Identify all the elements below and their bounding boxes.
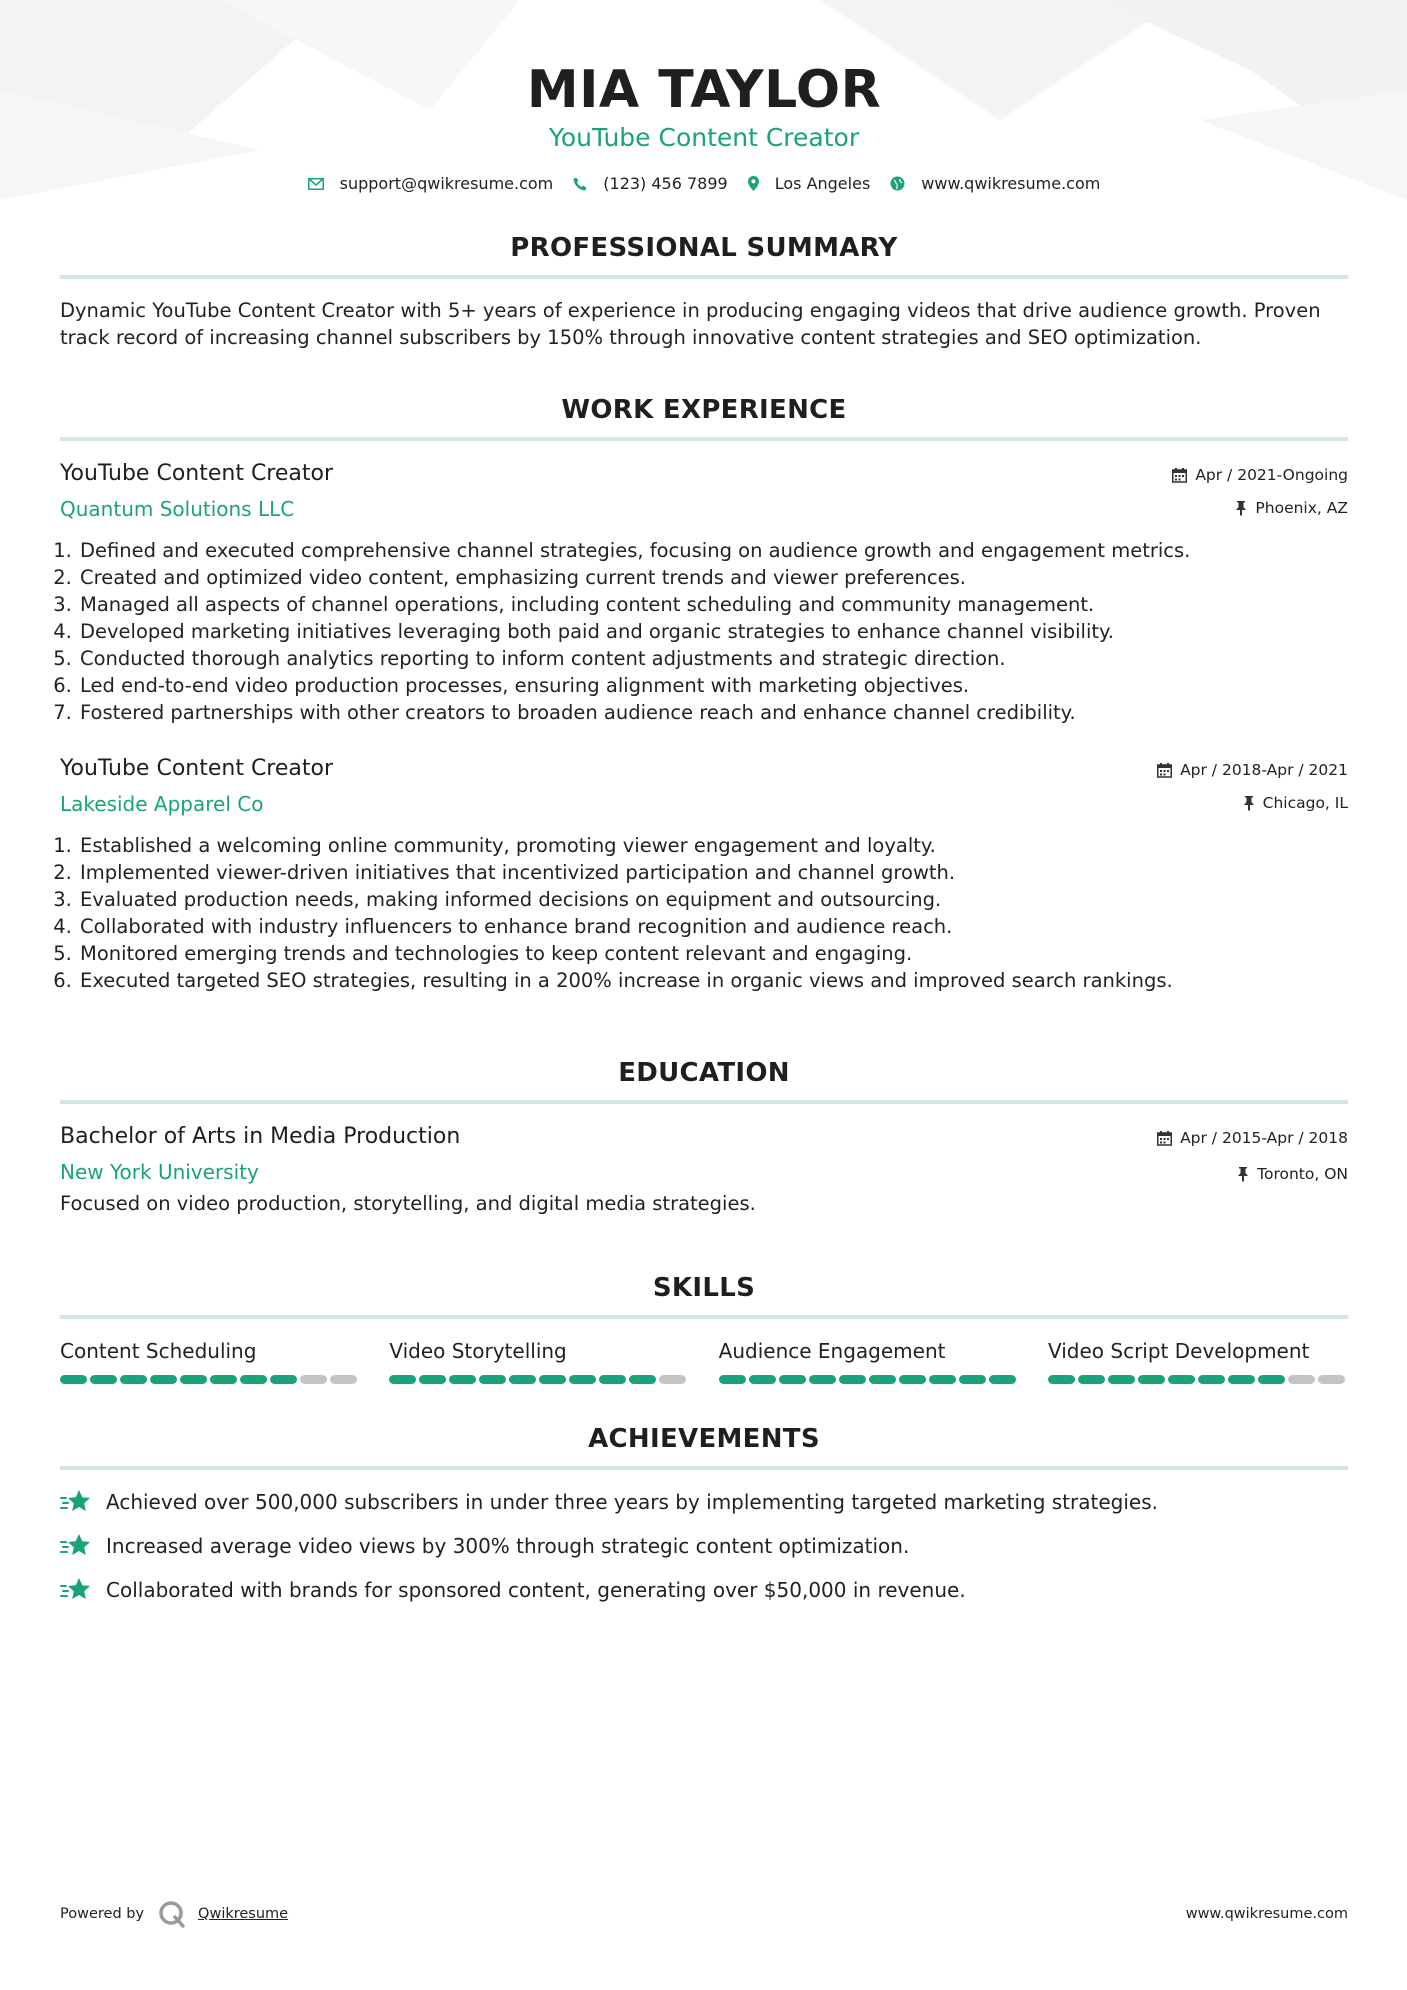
contact-bar [60,174,1348,193]
summary-section [60,233,1348,351]
skill-segment-filled [1078,1375,1105,1384]
list-item: 3. Managed all aspects of channel operations, including content scheduling and community management. [78,591,1348,618]
job-location: Phoenix, AZ [1255,499,1348,517]
skill-segment-filled [479,1375,506,1384]
job-company: Lakeside Apparel Co [60,792,264,816]
list-item: 2. Created and optimized video content, emphasizing current trends and viewer preferences. [78,564,1348,591]
powered-by-label: Powered by [60,1906,145,1922]
skill-item [389,1337,689,1384]
candidate-name: MIA TAYLOR [526,60,882,120]
skills-section [60,1273,1348,1384]
footer [60,1900,1348,1928]
job-location: Chicago, IL [1262,794,1348,812]
skill-segment-filled [1198,1375,1225,1384]
skill-segment-filled [419,1375,446,1384]
skill-level-bar [60,1375,360,1384]
degree: Bachelor of Arts in Media Production [60,1124,461,1149]
skill-segment-filled [569,1375,596,1384]
skill-segment-filled [240,1375,267,1384]
education-heading: EDUCATION [60,1058,1348,1104]
skill-segment-filled [389,1375,416,1384]
job-entry [60,459,1348,726]
job-entry [60,754,1348,994]
job-dates: Apr / 2018-Apr / 2021 [1180,761,1348,779]
skill-item [60,1337,360,1384]
achievement-text: Increased average video views by 300% through strategic content optimization. [106,1534,910,1558]
list-item: 4. Developed marketing initiatives leveraging both paid and organic strategies to enhance channel visibility. [78,618,1348,645]
qwikresume-logo-icon [158,1900,186,1928]
pushpin-icon [1243,796,1255,811]
contact-website[interactable] [890,174,1100,193]
contact-location [748,174,871,193]
pushpin-icon [1237,1167,1249,1182]
list-item: 1. Defined and executed comprehensive channel strategies, focusing on audience growth and engagement metrics. [78,537,1348,564]
candidate-title: YouTube Content Creator [548,123,860,152]
school: New York University [60,1160,259,1184]
achievement-item [60,1488,1348,1516]
list-item: 1. Established a welcoming online community, promoting viewer engagement and loyalty. [78,832,1348,859]
envelope-icon [308,178,324,190]
job-role: YouTube Content Creator [60,461,334,486]
skill-segment-filled [989,1375,1016,1384]
calendar-icon [1157,1131,1172,1146]
experience-section [60,395,1348,994]
skill-item [719,1337,1019,1384]
skill-segment-filled [509,1375,536,1384]
list-item: 5. Monitored emerging trends and technologies to keep content relevant and engaging. [78,940,1348,967]
skill-segment-empty [300,1375,327,1384]
skill-segment-filled [1258,1375,1285,1384]
skill-segment-filled [210,1375,237,1384]
skill-segment-filled [1108,1375,1135,1384]
skill-segment-filled [929,1375,956,1384]
contact-email[interactable] [308,174,554,193]
skill-item [1048,1337,1348,1384]
skill-segment-empty [1288,1375,1315,1384]
list-item: 2. Implemented viewer-driven initiatives that incentivized participation and channel growth. [78,859,1348,886]
skill-segment-empty [330,1375,357,1384]
skill-segment-filled [749,1375,776,1384]
achievements-section [60,1424,1348,1604]
summary-heading: PROFESSIONAL SUMMARY [60,233,1348,279]
skill-segment-filled [599,1375,626,1384]
achievement-item [60,1532,1348,1560]
skill-segment-filled [539,1375,566,1384]
list-item: 6. Led end-to-end video production processes, ensuring alignment with marketing objectives. [78,672,1348,699]
email-text: support@qwikresume.com [339,174,554,193]
skill-segment-empty [1318,1375,1345,1384]
skill-segment-filled [1228,1375,1255,1384]
skill-segment-filled [899,1375,926,1384]
star-icon [60,1577,92,1603]
skill-segment-filled [869,1375,896,1384]
skill-segment-filled [1048,1375,1075,1384]
education-location: Toronto, ON [1257,1165,1348,1183]
education-dates: Apr / 2015-Apr / 2018 [1180,1129,1348,1147]
education-section [60,1058,1348,1217]
skill-segment-filled [180,1375,207,1384]
skill-segment-filled [779,1375,806,1384]
skill-segment-filled [270,1375,297,1384]
skill-segment-filled [629,1375,656,1384]
skill-level-bar [389,1375,689,1384]
skill-segment-filled [60,1375,87,1384]
list-item: 7. Fostered partnerships with other creators to broaden audience reach and enhance channel credibility. [78,699,1348,726]
pushpin-icon [1235,501,1247,516]
job-bullets [60,537,1348,726]
location-text: Los Angeles [774,174,871,193]
list-item: 5. Conducted thorough analytics reporting to inform content adjustments and strategic direction. [78,645,1348,672]
list-item: 3. Evaluated production needs, making informed decisions on equipment and outsourcing. [78,886,1348,913]
skill-segment-filled [809,1375,836,1384]
skill-name: Video Storytelling [389,1339,567,1363]
skill-level-bar [719,1375,1019,1384]
skills-heading: SKILLS [60,1273,1348,1319]
skill-segment-filled [449,1375,476,1384]
summary-text: Dynamic YouTube Content Creator with 5+ years of experience in producing engaging videos that drive audience growth. Proven track record of increasing channel subscribers by 150% through innovative content strategies and SEO optimization. [60,299,1321,349]
skill-segment-filled [719,1375,746,1384]
skill-segment-filled [1168,1375,1195,1384]
calendar-icon [1157,763,1172,778]
map-pin-icon [748,176,759,191]
skill-segment-filled [1138,1375,1165,1384]
resume-page [60,0,1348,1620]
footer-website[interactable]: www.qwikresume.com [1185,1906,1348,1922]
job-company: Quantum Solutions LLC [60,497,295,521]
skill-segment-filled [120,1375,147,1384]
achievement-text: Achieved over 500,000 subscribers in under three years by implementing targeted marketing strategies. [106,1490,1158,1514]
contact-phone[interactable] [573,174,727,193]
skill-name: Content Scheduling [60,1339,257,1363]
job-bullets [60,832,1348,994]
star-icon [60,1533,92,1559]
skill-name: Video Script Development [1047,1339,1310,1363]
list-item: 6. Executed targeted SEO strategies, resulting in a 200% increase in organic views and improved search rankings. [78,967,1348,994]
phone-text: (123) 456 7899 [603,174,728,193]
job-role: YouTube Content Creator [60,756,334,781]
achievement-text: Collaborated with brands for sponsored content, generating over $50,000 in revenue. [106,1578,966,1602]
skill-level-bar [1048,1375,1348,1384]
achievement-item [60,1576,1348,1604]
job-dates: Apr / 2021-Ongoing [1195,466,1348,484]
skill-segment-filled [839,1375,866,1384]
experience-heading: WORK EXPERIENCE [60,395,1348,441]
calendar-icon [1172,468,1187,483]
skill-name: Audience Engagement [718,1339,946,1363]
resume-header [60,0,1348,193]
qwikresume-link[interactable]: Qwikresume [198,1906,289,1922]
skill-segment-filled [959,1375,986,1384]
star-icon [60,1489,92,1515]
globe-icon [890,176,905,191]
education-description: Focused on video production, storytelling, and digital media strategies. [60,1192,756,1215]
website-text: www.qwikresume.com [921,174,1101,193]
achievements-heading: ACHIEVEMENTS [60,1424,1348,1470]
list-item: 4. Collaborated with industry influencers to enhance brand recognition and audience reach. [78,913,1348,940]
skill-segment-filled [150,1375,177,1384]
skill-segment-empty [659,1375,686,1384]
skill-segment-filled [90,1375,117,1384]
phone-icon [573,177,587,191]
